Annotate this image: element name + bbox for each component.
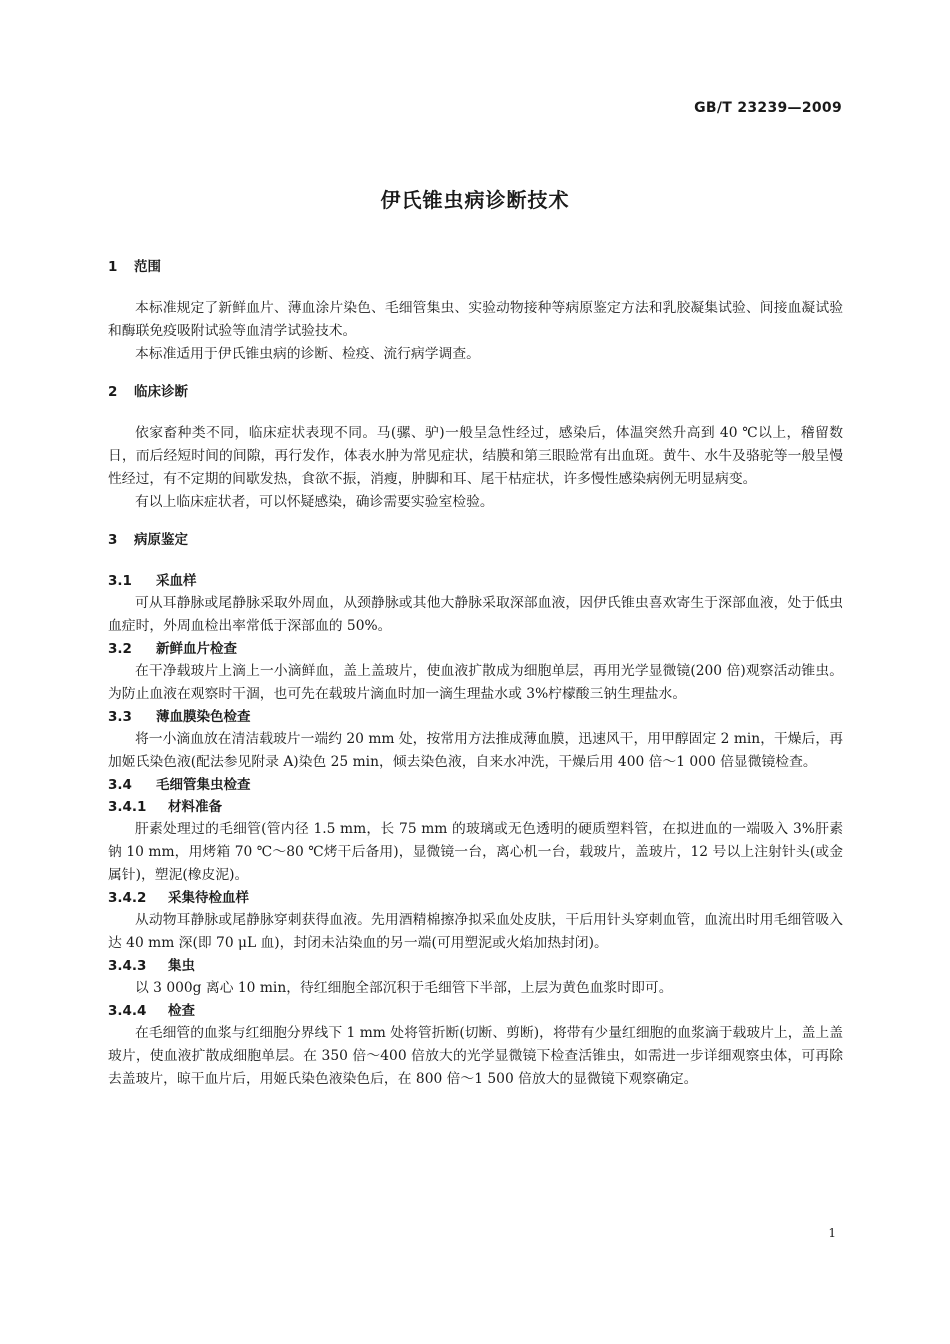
section-3-4-1-paragraph: 肝素处理过的毛细管(管内径 1.5 mm，长 75 mm 的玻璃或无色透明的硬质塑料管，在拟进血的一端吸入 3%肝素钠 10 mm，用烤箱 70 ℃～80 ℃烤干后备用)，显微镜一台，离心机一台，载玻片，盖玻片，12 号以上注射针头(或金属针)，塑泥(橡皮泥)。: [108, 821, 843, 883]
section-2-paragraph: 依家畜种类不同，临床症状表现不同。马(骡、驴)一般呈急性经过，感染后，体温突然升高到 40 ℃以上，稽留数日，而后经短时间的间隙，再行发作，体表水肿为常见症状，结膜和第三眼睑常有出血斑。黄牛、水牛及骆驼等一般呈慢性经过，有不定期的间歇发热，食欲不振，消瘦，肿脚和耳、尾干枯症状，许多慢性感染病例无明显病变。: [108, 425, 843, 487]
section-3-4-2-heading: 3.4.2 采集待检血样: [108, 890, 249, 906]
section-3-2-heading: 3.2 新鲜血片检查: [108, 641, 237, 657]
document-title: 伊氏锥虫病诊断技术: [380, 188, 570, 212]
section-3-1-heading: 3.1 采血样: [108, 573, 197, 589]
section-3-4-1-heading: 3.4.1 材料准备: [108, 799, 222, 815]
section-1-heading: 1 范围: [108, 259, 161, 275]
section-1-paragraph: 本标准适用于伊氏锥虫病的诊断、检疫、流行病学调查。: [135, 346, 480, 362]
section-3-4-4-paragraph: 在毛细管的血浆与红细胞分界线下 1 mm 处将管折断(切断、剪断)，将带有少量红细胞的血浆滴于载玻片上，盖上盖玻片，使血液扩散成细胞单层。在 350 倍～400 倍放大的光学显微镜下检查活锥虫，如需进一步详细观察虫体，可再除去盖玻片，晾干血片后，用姬氏染色液染色后，在 800 倍～1 500 倍放大的显微镜下观察确定。: [108, 1025, 843, 1087]
section-3-heading: 3 病原鉴定: [108, 532, 188, 548]
standard-number: GB/T 23239—2009: [694, 100, 842, 116]
section-3-1-paragraph: 可从耳静脉或尾静脉采取外周血，从颈静脉或其他大静脉采取深部血液，因伊氏锥虫喜欢寄生于深部血液，处于低虫血症时，外周血检出率常低于深部血的 50%。: [108, 595, 843, 634]
section-3-4-4-heading: 3.4.4 检查: [108, 1003, 195, 1019]
section-1-paragraph: 本标准规定了新鲜血片、薄血涂片染色、毛细管集虫、实验动物接种等病原鉴定方法和乳胶凝集试验、间接血凝试验和酶联免疫吸附试验等血清学试验技术。: [108, 300, 843, 339]
section-3-3-paragraph: 将一小滴血放在清洁载玻片一端约 20 mm 处，按常用方法推成薄血膜，迅速风干，用甲醇固定 2 min，干燥后，再加姬氏染色液(配法参见附录 A)染色 25 min，倾去染色液，自来水冲洗，干燥后用 400 倍～1 000 倍显微镜检查。: [108, 731, 843, 770]
section-3-4-2-paragraph: 从动物耳静脉或尾静脉穿刺获得血液。先用酒精棉擦净拟采血处皮肤，干后用针头穿刺血管，血流出时用毛细管吸入达 40 mm 深(即 70 μL 血)，封闭未沾染血的另一端(可用塑泥或火焰加热封闭)。: [108, 912, 843, 951]
document-body: [108, 255, 843, 1091]
section-2-heading: 2 临床诊断: [108, 384, 188, 400]
section-2-paragraph: 有以上临床症状者，可以怀疑感染，确诊需要实验室检验。: [135, 494, 494, 510]
section-3-4-3-heading: 3.4.3 集虫: [108, 958, 195, 974]
page-number: 1: [828, 1226, 836, 1240]
section-3-4-heading: 3.4 毛细管集虫检查: [108, 777, 251, 793]
section-3-3-heading: 3.3 薄血膜染色检查: [108, 709, 251, 725]
section-3-4-3-paragraph: 以 3 000g 离心 10 min，待红细胞全部沉积于毛细管下半部，上层为黄色血浆时即可。: [135, 980, 673, 996]
section-3-2-paragraph: 在干净载玻片上滴上一小滴鲜血，盖上盖玻片，使血液扩散成为细胞单层，再用光学显微镜(200 倍)观察活动锥虫。为防止血液在观察时干涸，也可先在载玻片滴血时加一滴生理盐水或 3%柠檬酸三钠生理盐水。: [108, 663, 843, 702]
